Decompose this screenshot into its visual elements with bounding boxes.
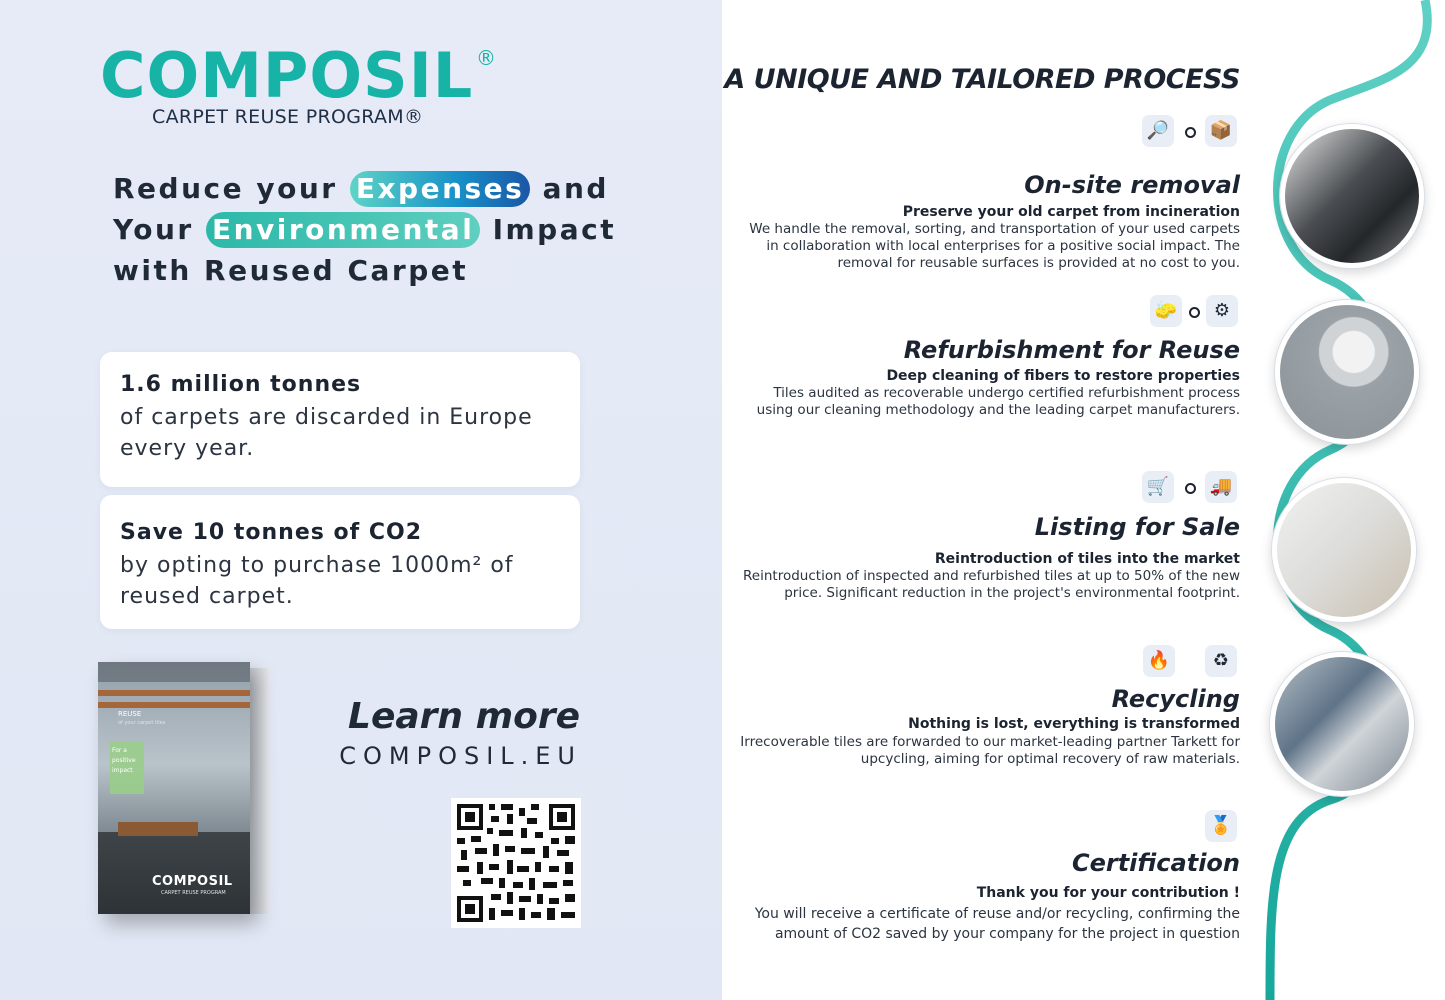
step-description: Reintroduction of inspected and refurbished tiles at up to 50% of the new price. Significant reduction in the project's environmental footprint. [743,568,1240,601]
magnifier-icon: 🔎 [1142,115,1174,147]
step-photo-carpet [1280,124,1424,268]
brochure-subtitle: of your carpet tiles [118,720,166,726]
program-name: CARPET REUSE PROGRAM® [152,106,424,128]
step-description: We handle the removal, sorting, and transportation of your used carpets in collaboration with local enterprises for a positive social impact. The removal for reusable surfaces is provided at no cost to you. [749,221,1240,271]
expenses-pill: Expenses [350,171,530,207]
connector-dot [1185,127,1196,138]
truck-icon: 🚚 [1205,471,1237,503]
brochure-cover [98,662,250,914]
headline-word: Your [113,213,194,246]
stat-text: by opting to purchase 1000m² of reused carpet. [120,553,514,609]
brochure-logo-sub: CARPET REUSE PROGRAM [161,890,226,896]
step-photo-phone [1272,478,1416,622]
gear-icon: ⚙ [1206,295,1238,327]
brochure-tagline: For a positive impact [112,747,136,774]
registered-mark: ® [476,46,496,70]
step-description: Tiles audited as recoverable undergo certified refurbishment process using our cleaning methodology and the leading carpet manufacturers. [756,385,1240,418]
step-subtitle: Thank you for your contribution ! [976,885,1240,901]
step-description: You will receive a certificate of reuse and/or recycling, confirming the amount of CO2 saved by your company for the project in question [754,906,1240,942]
brochure-spine [250,668,270,914]
brochure-logo: COMPOSIL [152,874,233,889]
cart-icon: 🛒 [1142,471,1174,503]
composil-logo [100,39,496,128]
headline-word: Reduce your [113,172,338,205]
brochure-floor [98,832,250,914]
step-title: Recycling [1111,685,1240,713]
step-subtitle: Nothing is lost, everything is transformed [908,716,1240,732]
brochure-title: REUSE [118,710,142,718]
headline-word: and [542,172,609,205]
step-subtitle: Deep cleaning of fibers to restore properties [886,368,1240,384]
logo-wordmark: COMPOSIL [100,39,474,112]
recycle-icon: ♻ [1205,645,1237,677]
step-subtitle: Reintroduction of tiles into the market [934,551,1240,567]
sponge-icon: 🧽 [1150,295,1182,327]
process-title: A UNIQUE AND TAILORED PROCESS [724,64,1240,95]
fire-icon: 🔥 [1143,645,1175,677]
headline-word: with Reused Carpet [113,254,469,287]
connector-dot [1189,307,1200,318]
step-title: Listing for Sale [1034,513,1240,541]
step-subtitle: Preserve your old carpet from incineration [902,204,1240,220]
stat-card [100,352,580,487]
headline [113,168,633,291]
medal-icon: 🏅 [1205,810,1237,842]
learn-more-heading: Learn more [348,696,580,737]
environmental-pill: Environmental [206,212,480,248]
brochure-table [118,822,198,836]
step-title: On-site removal [1024,171,1240,199]
qr-code-icon [451,798,581,928]
step-photo-cleaning [1275,300,1419,444]
box-icon: 📦 [1205,115,1237,147]
stat-highlight: 1.6 million tonnes [120,372,362,397]
brochure-beam [98,690,250,696]
connector-dot [1185,483,1196,494]
headline-word: Impact [492,213,617,246]
stat-card [100,495,580,629]
step-photo-recycling [1270,652,1414,796]
step-title: Certification [1071,849,1240,877]
step-description: Irrecoverable tiles are forwarded to our market-leading partner Tarkett for upcycling, aiming for optimal recovery of raw materials. [740,734,1240,767]
stat-highlight: Save 10 tonnes of CO2 [120,520,423,545]
stat-text: of carpets are discarded in Europe every year. [120,405,533,461]
qr-code[interactable] [451,798,581,928]
website-link[interactable]: COMPOSIL.EU [339,742,582,770]
step-title: Refurbishment for Reuse [903,336,1240,364]
brochure-beam [98,702,250,708]
